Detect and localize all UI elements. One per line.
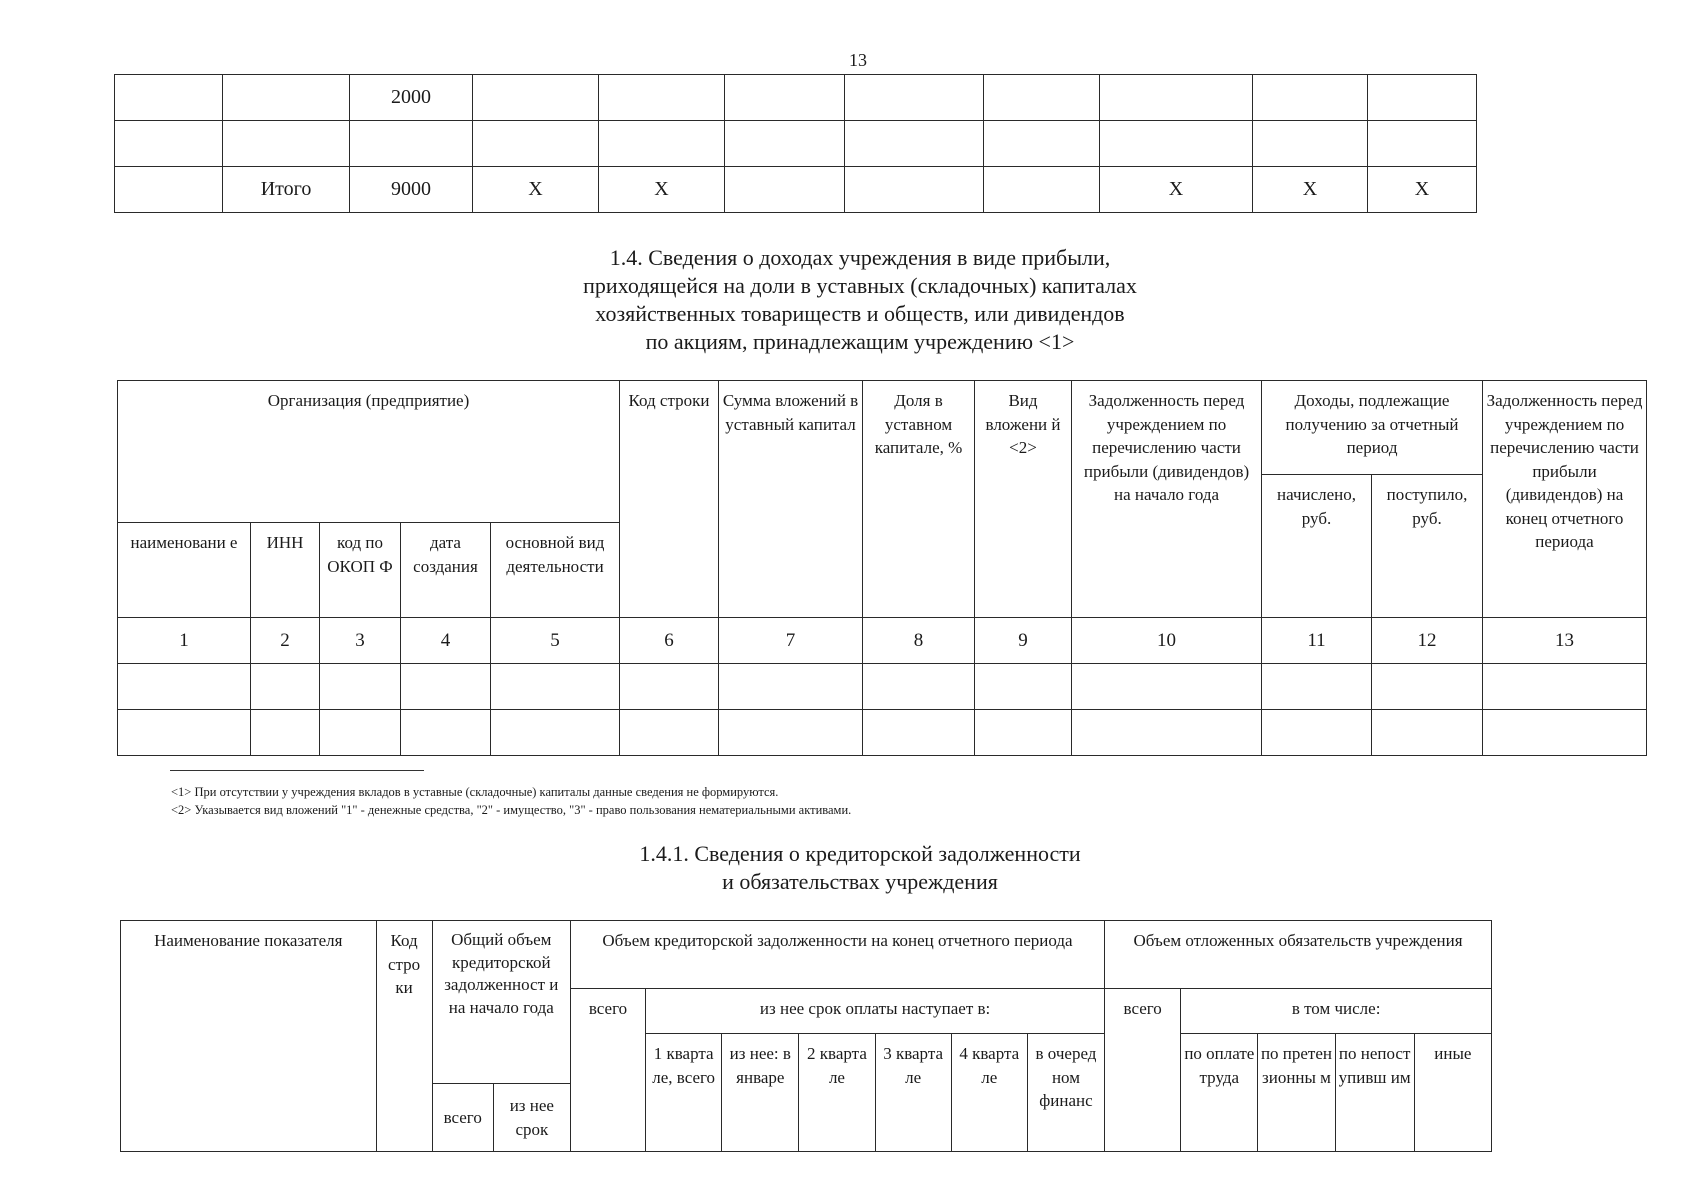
header-accrued: начислено, руб. xyxy=(1262,475,1372,618)
table-cell: X xyxy=(1100,167,1253,213)
column-number: 5 xyxy=(491,618,620,664)
column-number: 9 xyxy=(975,618,1072,664)
column-number: 13 xyxy=(1483,618,1647,664)
table-cell xyxy=(1100,121,1253,167)
header-row-code: Код стро ки xyxy=(376,921,432,1152)
table-cell: X xyxy=(1253,167,1368,213)
table-cell xyxy=(223,121,350,167)
table-cell: 9000 xyxy=(350,167,473,213)
table-cell xyxy=(350,121,473,167)
column-number: 11 xyxy=(1262,618,1372,664)
table-row-total xyxy=(115,167,1477,213)
header-q1: 1 кварта ле, всего xyxy=(646,1034,722,1152)
table-cell xyxy=(115,75,223,121)
section-1-4-title: 1.4. Сведения о доходах учреждения в виде прибыли, приходящейся на доли в уставных (складочных) капиталах хозяйственных товариществ и обществ, или дивидендов по акциям, принадлежащим учреждению <1> xyxy=(583,245,1137,354)
table-cell xyxy=(984,167,1100,213)
table-row-empty xyxy=(118,664,1647,710)
table-cell xyxy=(599,75,725,121)
table-row xyxy=(115,75,1477,121)
header-activity: основной вид деятельности xyxy=(491,523,620,618)
table-1-4 xyxy=(117,380,1647,756)
column-number: 8 xyxy=(863,618,975,664)
header-q4: 4 кварта ле xyxy=(951,1034,1027,1152)
column-number: 3 xyxy=(320,618,401,664)
header-received: поступило, руб. xyxy=(1372,475,1483,618)
table-cell: X xyxy=(599,167,725,213)
table-cell xyxy=(115,121,223,167)
table-1-3-tail xyxy=(114,74,1477,213)
table-cell xyxy=(473,121,599,167)
header-debt-start: Задолженность перед учреждением по перечислению части прибыли (дивидендов) на начало года xyxy=(1072,381,1262,618)
table-cell xyxy=(1368,75,1477,121)
table-cell xyxy=(725,121,845,167)
header-investment-sum: Сумма вложений в уставный капитал xyxy=(719,381,863,618)
column-number: 2 xyxy=(251,618,320,664)
table-cell: X xyxy=(1368,167,1477,213)
header-end-period: Объем кредиторской задолженности на конец отчетного периода xyxy=(570,921,1104,989)
table-cell xyxy=(725,167,845,213)
header-share: Доля в уставном капитале, % xyxy=(863,381,975,618)
header-name: наименовани е xyxy=(118,523,251,618)
header-unreceived: по непост упивш им xyxy=(1335,1034,1414,1152)
header-total-start-overdue: из нее срок xyxy=(493,1084,570,1152)
table-cell: 2000 xyxy=(350,75,473,121)
page-number: 13 xyxy=(849,50,867,70)
column-number: 10 xyxy=(1072,618,1262,664)
column-number: 1 xyxy=(118,618,251,664)
header-q2: 2 кварта ле xyxy=(799,1034,875,1152)
table-cell xyxy=(1368,121,1477,167)
header-deferred: Объем отложенных обязательств учреждения xyxy=(1105,921,1492,989)
header-including: в том числе: xyxy=(1181,989,1492,1034)
header-indicator: Наименование показателя xyxy=(121,921,377,1152)
header-end-due: из нее срок оплаты наступает в: xyxy=(646,989,1105,1034)
footnote-separator xyxy=(170,770,424,771)
header-labor: по оплате труда xyxy=(1181,1034,1258,1152)
header-debt-end: Задолженность перед учреждением по перечислению части прибыли (дивидендов) на конец отчетного периода xyxy=(1483,381,1647,618)
table-cell xyxy=(845,121,984,167)
table-cell xyxy=(115,167,223,213)
table-cell xyxy=(845,167,984,213)
header-row-code: Код строки xyxy=(620,381,719,618)
header-q1-january: из нее: в январе xyxy=(722,1034,799,1152)
table-cell xyxy=(1100,75,1253,121)
header-other: иные xyxy=(1414,1034,1491,1152)
header-next-fin: в очеред ном финанс xyxy=(1027,1034,1104,1152)
table-cell xyxy=(725,75,845,121)
header-okopf: код по ОКОП Ф xyxy=(320,523,401,618)
footnote-2: <2> Указывается вид вложений "1" - денежные средства, "2" - имущество, "3" - право пользования нематериальными активами. xyxy=(171,803,852,817)
table-cell xyxy=(599,121,725,167)
header-created: дата создания xyxy=(401,523,491,618)
column-number: 4 xyxy=(401,618,491,664)
table-1-4-1 xyxy=(120,920,1492,1152)
table-row xyxy=(115,121,1477,167)
table-cell xyxy=(845,75,984,121)
footnote-1: <1> При отсутствии у учреждения вкладов в уставные (складочные) капиталы данные сведения не формируются. xyxy=(171,785,779,799)
header-investment-type: Вид вложени й <2> xyxy=(975,381,1072,618)
header-inn: ИНН xyxy=(251,523,320,618)
table-cell xyxy=(1253,121,1368,167)
header-q3: 3 кварта ле xyxy=(875,1034,951,1152)
header-deferred-all: всего xyxy=(1105,989,1181,1152)
table-cell: Итого xyxy=(223,167,350,213)
header-total-start: Общий объем кредиторской задолженност и на начало года xyxy=(432,921,570,1084)
table-row-empty xyxy=(118,710,1647,756)
column-number: 12 xyxy=(1372,618,1483,664)
table-cell xyxy=(223,75,350,121)
table-cell xyxy=(984,121,1100,167)
column-number: 7 xyxy=(719,618,863,664)
table-cell xyxy=(1253,75,1368,121)
table-cell xyxy=(473,75,599,121)
table-cell xyxy=(984,75,1100,121)
column-number: 6 xyxy=(620,618,719,664)
header-end-all: всего xyxy=(570,989,645,1152)
header-claims: по претен зионны м xyxy=(1258,1034,1335,1152)
table-cell: X xyxy=(473,167,599,213)
header-total-start-all: всего xyxy=(432,1084,493,1152)
header-income: Доходы, подлежащие получению за отчетный период xyxy=(1262,381,1483,475)
section-1-4-1-title: 1.4.1. Сведения о кредиторской задолженности и обязательствах учреждения xyxy=(639,841,1081,894)
header-organization: Организация (предприятие) xyxy=(118,381,620,523)
